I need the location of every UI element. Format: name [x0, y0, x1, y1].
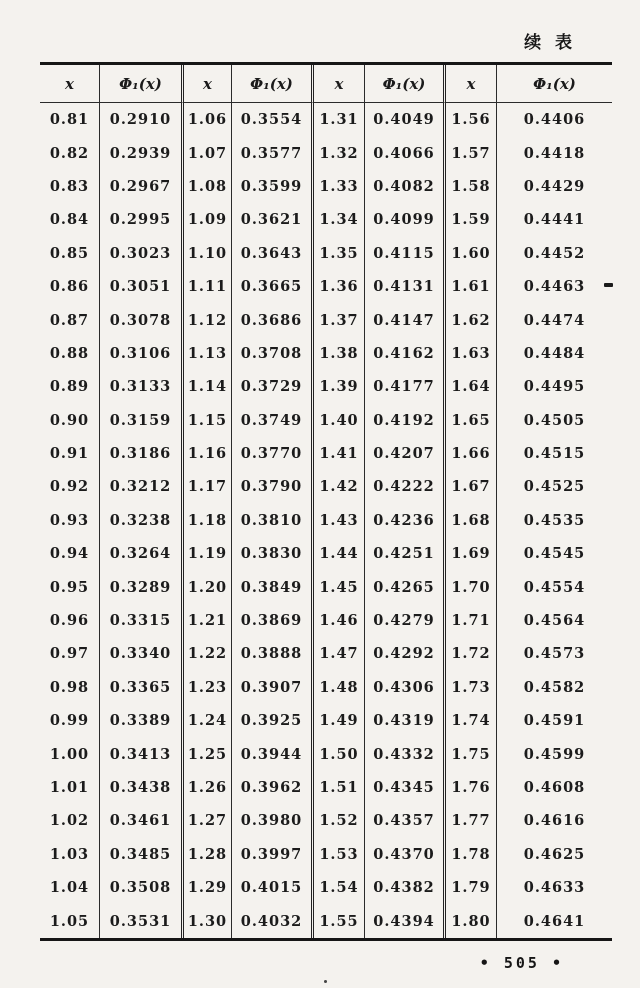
phi-value-cell: 0.2995 [100, 203, 184, 236]
phi-value-cell: 0.3770 [232, 437, 314, 470]
phi-value-cell: 0.4564 [523, 612, 586, 630]
phi-value-cell: 0.4162 [365, 337, 446, 370]
phi-value-cell: 0.3869 [232, 604, 314, 637]
x-value-cell: 1.15 [184, 404, 232, 437]
phi-value-cell: 0.4495 [523, 378, 586, 396]
x-value-cell: 1.25 [184, 737, 232, 770]
phi-value-cell: 0.3461 [100, 804, 184, 837]
x-value-cell: 1.56 [446, 103, 497, 136]
x-value-cell: 1.46 [314, 604, 365, 637]
x-value-cell: 0.98 [40, 671, 100, 704]
phi-value-cell: 0.3790 [232, 470, 314, 503]
phi-value-cell: 0.4177 [365, 370, 446, 403]
x-value-cell: 1.20 [184, 570, 232, 603]
x-value-cell: 0.96 [40, 604, 100, 637]
x-value-cell: 1.53 [314, 838, 365, 871]
x-value-cell: 1.63 [446, 337, 497, 370]
phi-value-cell: 0.4591 [523, 712, 586, 730]
phi-value-cell: 0.4207 [365, 437, 446, 470]
x-value-cell: 1.08 [184, 170, 232, 203]
column-header-x: x [184, 65, 232, 103]
x-value-cell: 1.10 [184, 237, 232, 270]
phi-value-cell: 0.3485 [100, 838, 184, 871]
phi-value-cell: 0.4222 [365, 470, 446, 503]
phi-value-cell: 0.3554 [232, 103, 314, 136]
x-value-cell: 1.73 [446, 671, 497, 704]
x-value-cell: 1.72 [446, 637, 497, 670]
x-value-cell: 1.37 [314, 303, 365, 336]
phi-value-cell: 0.4382 [365, 871, 446, 904]
x-value-cell: 1.79 [446, 871, 497, 904]
x-value-cell: 1.67 [446, 470, 497, 503]
x-value-cell: 1.70 [446, 570, 497, 603]
phi-value-cell: 0.4463 [523, 278, 586, 296]
phi-value-cell: 0.3389 [100, 704, 184, 737]
phi-value-cell: 0.3186 [100, 437, 184, 470]
x-value-cell: 1.51 [314, 771, 365, 804]
x-value-cell: 1.06 [184, 103, 232, 136]
phi-value-cell: 0.4265 [365, 570, 446, 603]
x-value-cell: 1.12 [184, 303, 232, 336]
phi-value-cell: 0.4319 [365, 704, 446, 737]
phi-value-cell: 0.4066 [365, 136, 446, 169]
x-value-cell: 1.33 [314, 170, 365, 203]
phi-value-cell: 0.4251 [365, 537, 446, 570]
phi-value-cell: 0.4515 [523, 445, 586, 463]
phi-value-cell: 0.3849 [232, 570, 314, 603]
phi-value-cell: 0.4032 [232, 904, 314, 937]
phi-value-cell: 0.4306 [365, 671, 446, 704]
x-value-cell: 1.31 [314, 103, 365, 136]
x-value-cell: 0.92 [40, 470, 100, 503]
x-value-cell: 0.97 [40, 637, 100, 670]
phi-value-cell: 0.4049 [365, 103, 446, 136]
x-value-cell: 1.29 [184, 871, 232, 904]
x-value-cell: 1.49 [314, 704, 365, 737]
x-value-cell: 1.71 [446, 604, 497, 637]
x-value-cell: 1.57 [446, 136, 497, 169]
x-value-cell: 1.21 [184, 604, 232, 637]
phi-value-cell: 0.4279 [365, 604, 446, 637]
phi-value-cell: 0.4292 [365, 637, 446, 670]
column-header-phi: Φ₁(x) [497, 65, 612, 103]
phi-value-cell: 0.3051 [100, 270, 184, 303]
x-value-cell: 0.89 [40, 370, 100, 403]
phi-value-cell: 0.2939 [100, 136, 184, 169]
phi-value-cell: 0.4505 [523, 411, 586, 429]
x-value-cell: 0.85 [40, 237, 100, 270]
phi-value-cell: 0.4406 [523, 111, 586, 129]
phi-value-cell: 0.4535 [523, 511, 586, 529]
x-value-cell: 0.95 [40, 570, 100, 603]
x-value-cell: 1.00 [40, 737, 100, 770]
x-value-cell: 1.74 [446, 704, 497, 737]
phi-value-cell: 0.3810 [232, 504, 314, 537]
phi-value-cell: 0.3599 [232, 170, 314, 203]
phi-value-cell: 0.3749 [232, 404, 314, 437]
phi-value-cell: 0.4554 [523, 578, 586, 596]
normal-distribution-table [40, 62, 612, 941]
phi-value-cell: 0.3925 [232, 704, 314, 737]
x-value-cell: 1.04 [40, 871, 100, 904]
x-value-cell: 1.26 [184, 771, 232, 804]
x-value-cell: 1.09 [184, 203, 232, 236]
x-value-cell: 1.62 [446, 303, 497, 336]
x-value-cell: 1.65 [446, 404, 497, 437]
x-value-cell: 1.03 [40, 838, 100, 871]
x-value-cell: 0.90 [40, 404, 100, 437]
phi-value-cell: 0.4616 [523, 812, 586, 830]
x-value-cell: 1.30 [184, 904, 232, 937]
x-value-cell: 1.75 [446, 737, 497, 770]
phi-value-cell: 0.4147 [365, 303, 446, 336]
phi-value-cell: 0.3315 [100, 604, 184, 637]
phi-value-cell: 0.3830 [232, 537, 314, 570]
scan-artifact-mark [604, 283, 613, 287]
column-header-phi: Φ₁(x) [365, 65, 446, 103]
x-value-cell: 1.59 [446, 203, 497, 236]
x-value-cell: 0.84 [40, 203, 100, 236]
phi-value-cell: 0.3078 [100, 303, 184, 336]
x-value-cell: 1.13 [184, 337, 232, 370]
x-value-cell: 1.64 [446, 370, 497, 403]
x-value-cell: 1.23 [184, 671, 232, 704]
phi-value-cell: 0.4608 [523, 779, 586, 796]
phi-value-cell: 0.3980 [232, 804, 314, 837]
x-value-cell: 1.40 [314, 404, 365, 437]
x-value-cell: 1.19 [184, 537, 232, 570]
phi-value-cell: 0.4082 [365, 170, 446, 203]
phi-value-cell: 0.3289 [100, 570, 184, 603]
phi-value-cell: 0.3438 [100, 771, 184, 804]
x-value-cell: 1.68 [446, 504, 497, 537]
phi-value-cell: 0.4332 [365, 737, 446, 770]
phi-value-cell: 0.3106 [100, 337, 184, 370]
phi-value-cell: 0.3531 [100, 904, 184, 937]
phi-value-cell: 0.4236 [365, 504, 446, 537]
phi-value-cell: 0.3238 [100, 504, 184, 537]
phi-value-cell: 0.3577 [232, 136, 314, 169]
x-value-cell: 1.14 [184, 370, 232, 403]
x-value-cell: 1.38 [314, 337, 365, 370]
x-value-cell: 1.36 [314, 270, 365, 303]
phi-value-cell: 0.3621 [232, 203, 314, 236]
x-value-cell: 0.94 [40, 537, 100, 570]
phi-value-cell: 0.3665 [232, 270, 314, 303]
x-value-cell: 0.86 [40, 270, 100, 303]
phi-value-cell: 0.3643 [232, 237, 314, 270]
x-value-cell: 1.61 [446, 270, 497, 303]
x-value-cell: 1.48 [314, 671, 365, 704]
x-value-cell: 1.16 [184, 437, 232, 470]
phi-value-cell: 0.3023 [100, 237, 184, 270]
scan-artifact-dot [324, 980, 327, 983]
x-value-cell: 1.78 [446, 838, 497, 871]
x-value-cell: 1.54 [314, 871, 365, 904]
x-value-cell: 1.39 [314, 370, 365, 403]
x-value-cell: 1.24 [184, 704, 232, 737]
x-value-cell: 1.11 [184, 270, 232, 303]
x-value-cell: 1.35 [314, 237, 365, 270]
phi-value-cell: 0.4099 [365, 203, 446, 236]
phi-value-cell: 0.4573 [523, 645, 586, 663]
x-value-cell: 0.87 [40, 303, 100, 336]
x-value-cell: 0.81 [40, 103, 100, 136]
phi-value-cell: 0.3686 [232, 303, 314, 336]
x-value-cell: 0.93 [40, 504, 100, 537]
phi-value-cell: 0.4599 [523, 745, 586, 763]
x-value-cell: 1.45 [314, 570, 365, 603]
x-value-cell: 0.91 [40, 437, 100, 470]
column-header-x: x [314, 65, 365, 103]
page-number: • 505 • [479, 954, 564, 972]
phi-value-cell: 0.4345 [365, 771, 446, 804]
x-value-cell: 1.34 [314, 203, 365, 236]
x-value-cell: 1.43 [314, 504, 365, 537]
phi-value-cell: 0.3508 [100, 871, 184, 904]
phi-value-cell: 0.3264 [100, 537, 184, 570]
x-value-cell: 1.76 [446, 771, 497, 804]
column-header-phi: Φ₁(x) [232, 65, 314, 103]
phi-value-cell: 0.3133 [100, 370, 184, 403]
phi-value-cell: 0.4115 [365, 237, 446, 270]
x-value-cell: 1.32 [314, 136, 365, 169]
phi-value-cell: 0.3413 [100, 737, 184, 770]
column-header-phi: Φ₁(x) [100, 65, 184, 103]
column-header-x: x [40, 65, 100, 103]
phi-value-cell: 0.3888 [232, 637, 314, 670]
phi-value-cell: 0.2967 [100, 170, 184, 203]
phi-value-cell: 0.4633 [523, 879, 586, 897]
phi-value-cell: 0.3997 [232, 838, 314, 871]
x-value-cell: 1.42 [314, 470, 365, 503]
x-value-cell: 1.69 [446, 537, 497, 570]
x-value-cell: 1.01 [40, 771, 100, 804]
x-value-cell: 1.58 [446, 170, 497, 203]
phi-value-cell: 0.4525 [523, 478, 586, 496]
continued-table-label: 续 表 [524, 33, 576, 53]
x-value-cell: 1.80 [446, 904, 497, 937]
phi-value-cell: 0.3340 [100, 637, 184, 670]
phi-value-cell: 0.4582 [523, 678, 586, 696]
phi-value-cell: 0.4641 [523, 912, 586, 930]
phi-value-cell: 0.2910 [100, 103, 184, 136]
phi-value-cell: 0.4452 [523, 244, 586, 262]
x-value-cell: 1.27 [184, 804, 232, 837]
x-value-cell: 1.41 [314, 437, 365, 470]
phi-value-cell: 0.3944 [232, 737, 314, 770]
phi-value-cell: 0.3159 [100, 404, 184, 437]
x-value-cell: 1.02 [40, 804, 100, 837]
phi-value-cell: 0.4429 [523, 177, 586, 195]
phi-value-cell: 0.3212 [100, 470, 184, 503]
x-value-cell: 1.47 [314, 637, 365, 670]
x-value-cell: 1.28 [184, 838, 232, 871]
x-value-cell: 1.44 [314, 537, 365, 570]
x-value-cell: 0.82 [40, 136, 100, 169]
phi-value-cell: 0.4545 [523, 545, 586, 563]
x-value-cell: 1.22 [184, 637, 232, 670]
phi-value-cell: 0.4484 [523, 344, 586, 362]
x-value-cell: 1.55 [314, 904, 365, 937]
phi-value-cell: 0.4394 [365, 904, 446, 937]
phi-value-cell: 0.3365 [100, 671, 184, 704]
x-value-cell: 1.66 [446, 437, 497, 470]
x-value-cell: 0.83 [40, 170, 100, 203]
x-value-cell: 1.50 [314, 737, 365, 770]
phi-value-cell: 0.4441 [523, 211, 586, 229]
x-value-cell: 1.18 [184, 504, 232, 537]
phi-value-cell: 0.4192 [365, 404, 446, 437]
phi-value-cell: 0.4357 [365, 804, 446, 837]
x-value-cell: 1.17 [184, 470, 232, 503]
phi-value-cell: 0.3729 [232, 370, 314, 403]
x-value-cell: 1.60 [446, 237, 497, 270]
phi-value-cell: 0.3708 [232, 337, 314, 370]
phi-value-cell: 0.4625 [523, 845, 586, 863]
phi-value-cell: 0.3962 [232, 771, 314, 804]
x-value-cell: 1.07 [184, 136, 232, 169]
phi-value-cell: 0.4131 [365, 270, 446, 303]
phi-value-cell: 0.4418 [523, 144, 586, 162]
phi-value-cell: 0.4474 [523, 311, 586, 329]
x-value-cell: 1.05 [40, 904, 100, 937]
x-value-cell: 1.52 [314, 804, 365, 837]
phi-value-cell: 0.4015 [232, 871, 314, 904]
phi-value-cell: 0.4370 [365, 838, 446, 871]
phi-value-cell: 0.3907 [232, 671, 314, 704]
column-header-x: x [446, 65, 497, 103]
x-value-cell: 0.99 [40, 704, 100, 737]
x-value-cell: 1.77 [446, 804, 497, 837]
x-value-cell: 0.88 [40, 337, 100, 370]
